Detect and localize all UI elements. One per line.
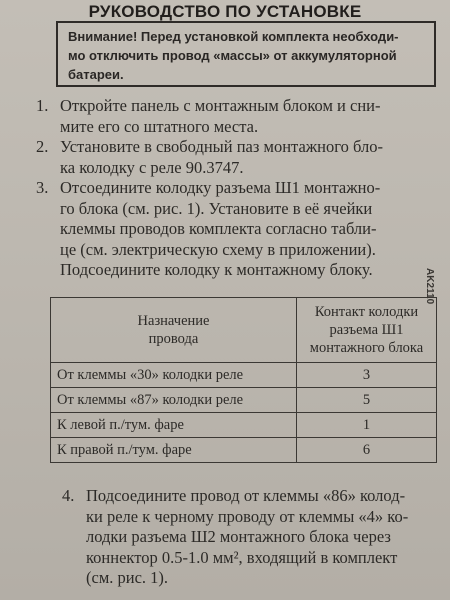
row-contact: 1 bbox=[297, 413, 437, 438]
header-contact bbox=[297, 298, 437, 363]
step-4-row bbox=[62, 486, 442, 589]
step-text bbox=[60, 178, 442, 281]
step-line: ки реле к черному проводу от клеммы «4» ко- bbox=[86, 506, 409, 526]
step-text bbox=[60, 96, 442, 137]
row-contact: 5 bbox=[297, 388, 437, 413]
header-line: монтажного блока bbox=[309, 340, 424, 356]
step-line: лодки разъема Ш2 монтажного блока через bbox=[86, 527, 391, 546]
step-4 bbox=[62, 486, 442, 589]
warning-line: батареи. bbox=[68, 67, 124, 82]
header-line: Контакт колодки bbox=[314, 304, 419, 320]
warning-line: Внимание! Перед установкой комплекта необходи- bbox=[68, 29, 399, 44]
step-line: Отсоедините колодку разъема Ш1 монтажно- bbox=[60, 178, 381, 197]
table-row bbox=[51, 388, 437, 413]
step-text bbox=[86, 486, 442, 589]
table-row bbox=[51, 413, 437, 438]
step-number: 2. bbox=[36, 137, 49, 156]
step-text bbox=[60, 137, 442, 178]
page-title: РУКОВОДСТВО ПО УСТАНОВКЕ bbox=[88, 2, 362, 21]
table-row bbox=[51, 363, 437, 388]
table-header-row bbox=[51, 298, 437, 363]
row-contact: 3 bbox=[297, 363, 437, 388]
header-wire-purpose bbox=[51, 298, 297, 363]
step-3 bbox=[36, 178, 442, 281]
step-line: Подсоедините провод от клеммы «86» колод- bbox=[86, 486, 406, 505]
row-purpose: От клеммы «87» колодки реле bbox=[51, 388, 297, 413]
step-number: 3. bbox=[36, 178, 49, 197]
step-line: клеммы проводов комплекта согласно табли- bbox=[60, 219, 377, 238]
steps-list bbox=[36, 96, 442, 281]
step-number: 4. bbox=[62, 486, 75, 505]
step-line: мите его со штатного места. bbox=[60, 116, 259, 136]
step-line: Подсоедините колодку к монтажному блоку. bbox=[60, 260, 373, 279]
warning-box bbox=[56, 21, 436, 87]
row-purpose: К правой п./тум. фаре bbox=[51, 438, 297, 463]
step-line: (см. рис. 1). bbox=[86, 568, 169, 587]
step-line: коннектор 0.5-1.0 мм², входящий в комплект bbox=[86, 547, 398, 567]
header-line: провода bbox=[148, 331, 199, 347]
warning-line: мо отключить провод «массы» от аккумуляторной bbox=[68, 48, 397, 63]
step-line: ка колодку с реле 90.3747. bbox=[60, 157, 244, 177]
row-contact: 6 bbox=[297, 438, 437, 463]
step-line: це (см. электрическую схему в приложении). bbox=[60, 239, 376, 259]
step-1 bbox=[36, 96, 442, 137]
wiring-table bbox=[50, 297, 437, 463]
header-line: разъема Ш1 bbox=[329, 322, 404, 338]
table-row bbox=[51, 438, 437, 463]
row-purpose: От клеммы «30» колодки реле bbox=[51, 363, 297, 388]
step-line: Откройте панель с монтажным блоком и сни- bbox=[60, 96, 381, 115]
row-purpose: К левой п./тум. фаре bbox=[51, 413, 297, 438]
header-line: Назначение bbox=[137, 313, 210, 329]
step-2 bbox=[36, 137, 442, 178]
step-number: 1. bbox=[36, 96, 49, 115]
step-line: Установите в свободный паз монтажного бло- bbox=[60, 137, 383, 156]
side-code: AK2110 bbox=[424, 268, 435, 305]
step-line: го блока (см. рис. 1). Установите в её ячейки bbox=[60, 198, 373, 218]
